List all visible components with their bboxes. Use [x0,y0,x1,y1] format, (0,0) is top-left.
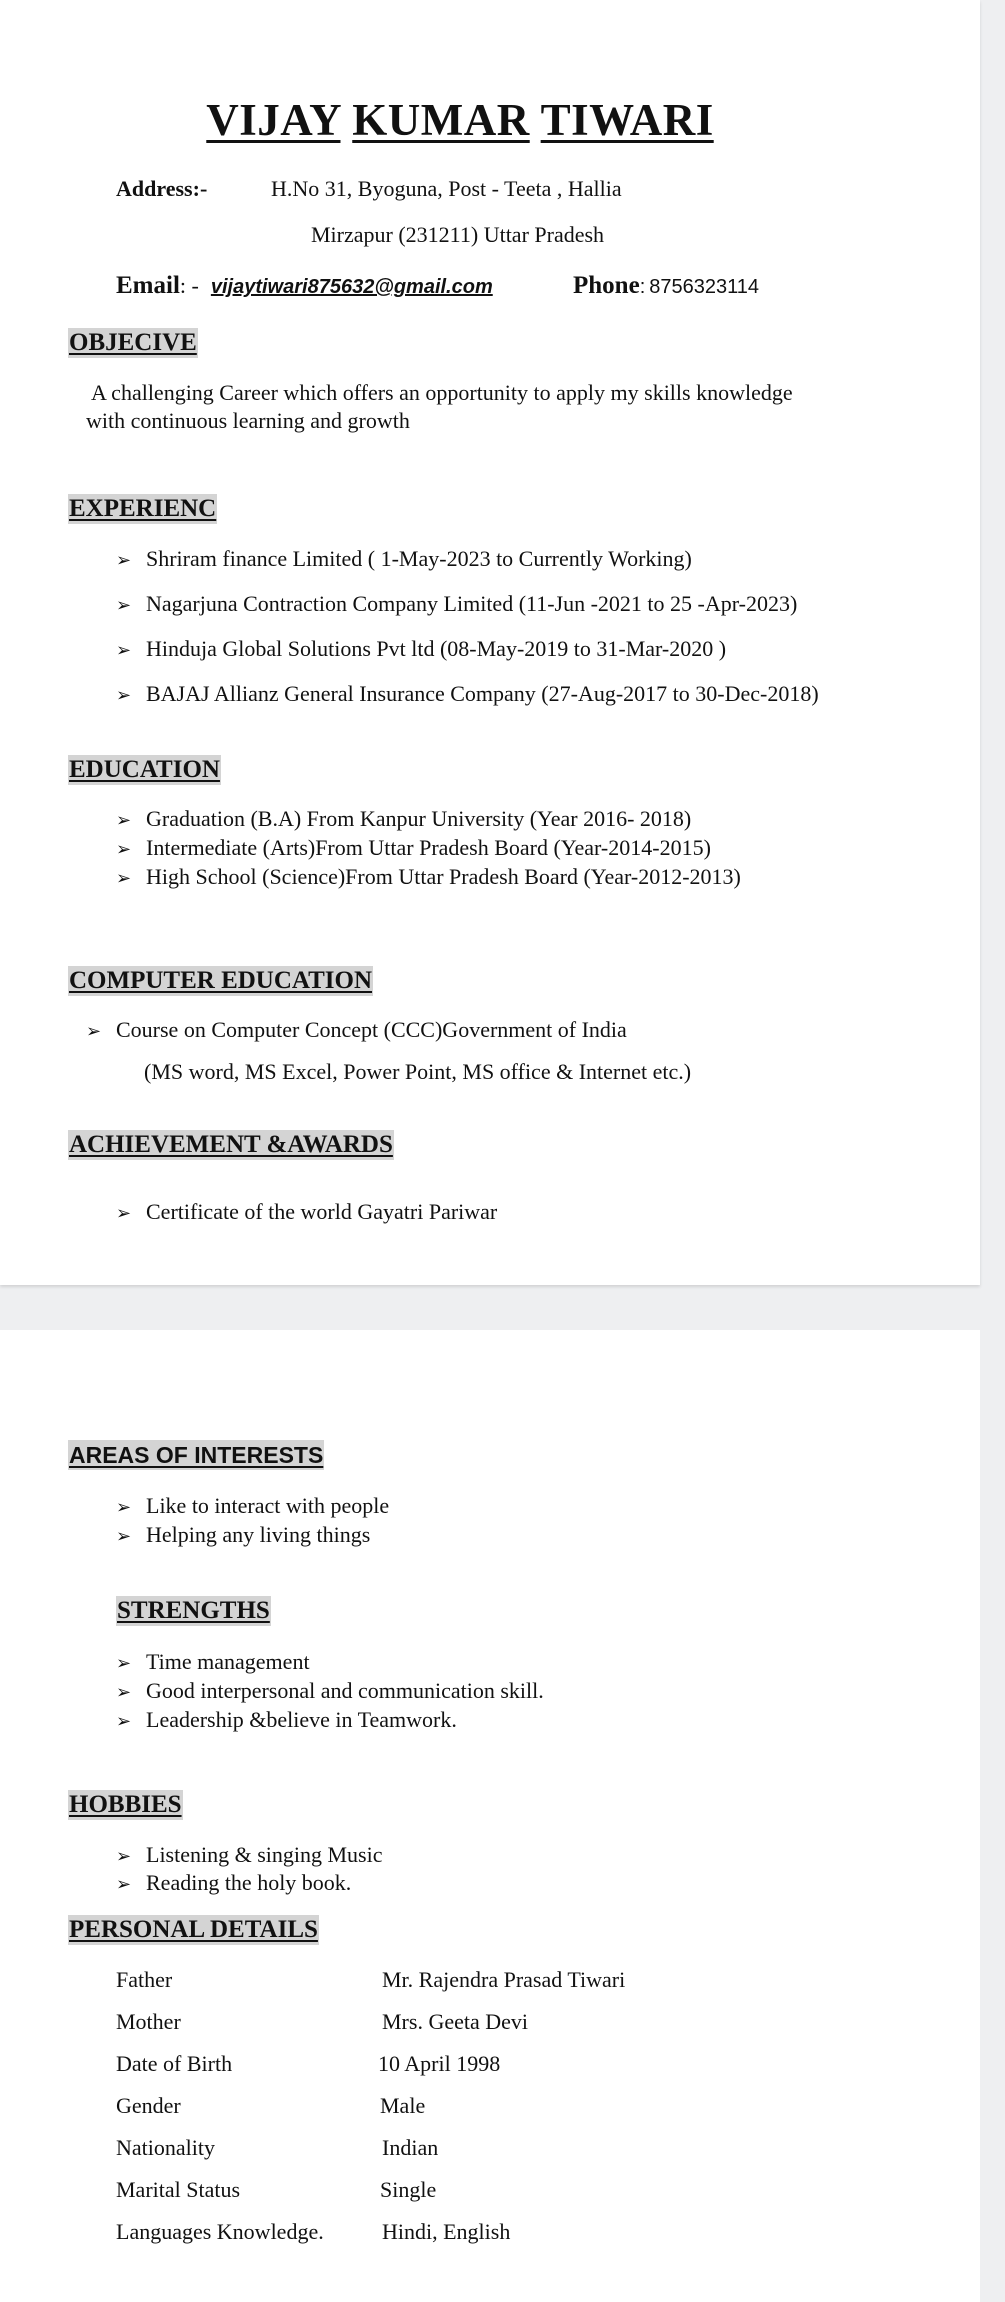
list-item: ➢ Listening & singing Music [116,1842,383,1867]
nationality-label: Nationality [116,2135,215,2160]
list-item: ➢ Leadership &believe in Teamwork. [116,1707,457,1732]
experience-heading: EXPERIENC [69,495,217,522]
phone-separator: : [639,276,646,298]
name-first: VIJAY [206,95,341,145]
bullet-arrow-icon: ➢ [116,1497,132,1518]
list-item: ➢ Reading the holy book. [116,1870,352,1895]
list-item: ➢ BAJAJ Allianz General Insurance Company (27-Aug-2017 to 30-Dec-2018) [116,681,819,706]
computer-education-heading: COMPUTER EDUCATION [69,967,373,994]
languages-label: Languages Knowledge. [116,2219,324,2244]
list-item: ➢ Like to interact with people [116,1493,390,1518]
bullet-arrow-icon: ➢ [116,550,132,571]
list-item: ➢ Helping any living things [116,1522,371,1547]
phone-row [573,272,759,300]
list-item: ➢ Intermediate (Arts)From Uttar Pradesh Board (Year-2014-2015) [116,835,711,860]
candidate-name [0,94,920,146]
personal-details-heading: PERSONAL DETAILS [69,1916,318,1943]
bullet-arrow-icon: ➢ [116,640,132,661]
list-item: ➢ Time management [116,1649,310,1674]
bullet-arrow-icon: ➢ [116,868,132,889]
email-link[interactable]: vijaytiwari875632@gmail.com [210,276,493,298]
mother-value: Mrs. Geeta Devi [382,2009,529,2034]
mother-label: Mother [116,2009,181,2034]
marital-status-value: Single [380,2177,437,2202]
list-item: ➢ Good interpersonal and communication skill. [116,1678,544,1703]
resume-page-2 [0,1330,980,2302]
email-separator: : - [179,273,199,298]
bullet-arrow-icon: ➢ [116,1874,132,1895]
objective-line-2: with continuous learning and growth [86,408,410,433]
list-item: ➢ High School (Science)From Uttar Pradesh Board (Year-2012-2013) [116,864,741,889]
list-item: ➢ Course on Computer Concept (CCC)Government of India [86,1017,627,1042]
gender-label: Gender [116,2093,181,2118]
bullet-arrow-icon: ➢ [86,1021,102,1042]
bullet-arrow-icon: ➢ [116,1711,132,1732]
list-item: ➢ Graduation (B.A) From Kanpur University (Year 2016- 2018) [116,806,692,831]
strengths-heading: STRENGTHS [117,1597,270,1624]
father-value: Mr. Rajendra Prasad Tiwari [382,1967,626,1992]
address-line-2: Mirzapur (231211) Uttar Pradesh [311,222,605,247]
email-label: Email [116,272,180,299]
name-middle: KUMAR [352,95,530,145]
address-label: Address:- [116,176,208,201]
gender-value: Male [380,2093,426,2118]
name-last: TIWARI [540,95,714,145]
bullet-arrow-icon: ➢ [116,595,132,616]
marital-status-label: Marital Status [116,2177,241,2202]
bullet-arrow-icon: ➢ [116,1203,132,1224]
achievements-heading: ACHIEVEMENT &AWARDS [69,1131,393,1158]
list-item: ➢ Hinduja Global Solutions Pvt ltd (08-May-2019 to 31-Mar-2020 ) [116,636,727,661]
bullet-arrow-icon: ➢ [116,810,132,831]
father-label: Father [116,1967,173,1992]
bullet-arrow-icon: ➢ [116,1846,132,1867]
objective-line-1: A challenging Career which offers an opportunity to apply my skills knowledge [91,380,793,405]
bullet-arrow-icon: ➢ [116,685,132,706]
address-line-1: H.No 31, Byoguna, Post - Teeta , Hallia [271,176,622,201]
computer-education-detail: (MS word, MS Excel, Power Point, MS office & Internet etc.) [144,1059,692,1084]
bullet-arrow-icon: ➢ [116,1526,132,1547]
education-heading: EDUCATION [69,756,220,783]
list-item: ➢ Certificate of the world Gayatri Pariwar [116,1199,498,1224]
list-item: ➢ Shriram finance Limited ( 1-May-2023 to Currently Working) [116,546,692,571]
bullet-arrow-icon: ➢ [116,1653,132,1674]
bullet-arrow-icon: ➢ [116,839,132,860]
languages-value: Hindi, English [382,2219,511,2244]
hobbies-heading: HOBBIES [69,1791,182,1818]
list-item: ➢ Nagarjuna Contraction Company Limited (11-Jun -2021 to 25 -Apr-2023) [116,591,798,616]
phone-value: 8756323114 [649,276,759,298]
phone-label: Phone [573,272,640,299]
interests-heading: AREAS OF INTERESTS [69,1442,324,1468]
bullet-arrow-icon: ➢ [116,1682,132,1703]
objective-heading: OBJECIVE [69,329,197,356]
dob-value: 10 April 1998 [378,2051,501,2076]
email-row [116,272,493,300]
nationality-value: Indian [382,2135,439,2160]
dob-label: Date of Birth [116,2051,233,2076]
